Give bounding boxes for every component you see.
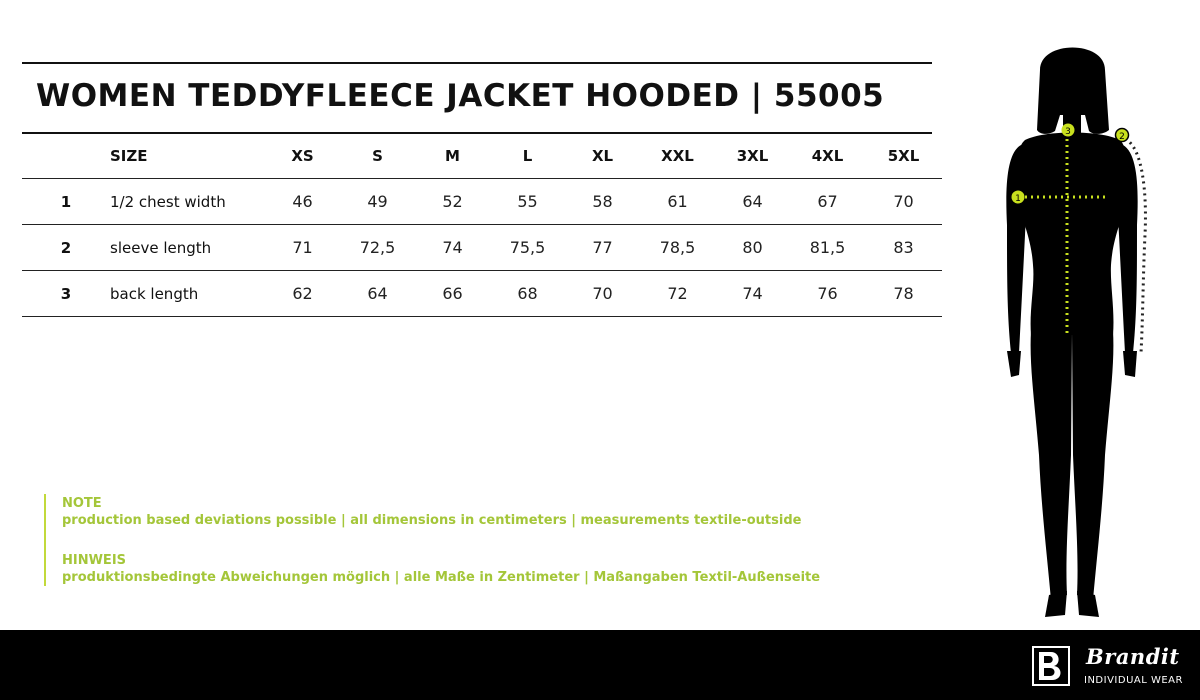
table-body [22, 133, 942, 317]
table-cell: 46 [292, 192, 313, 211]
size-column-header: M [445, 146, 460, 165]
table-cell: 64 [367, 284, 388, 303]
top-rule [22, 62, 932, 64]
table-cell: 66 [442, 284, 463, 303]
table-cell: 70 [592, 284, 613, 303]
table-cell: 55 [517, 192, 538, 211]
size-column-header: S [372, 146, 383, 165]
table-cell: 74 [442, 238, 463, 257]
row-label: 1/2 chest width [110, 192, 226, 211]
table-header-row [22, 133, 942, 179]
row-number: 3 [60, 284, 72, 303]
table-cell: 71 [292, 238, 313, 257]
table-cell: 58 [592, 192, 613, 211]
table-cell: 68 [517, 284, 538, 303]
body-measurement-figure [985, 35, 1175, 625]
size-column-header: XXL [661, 146, 694, 165]
note-text: production based deviations possible | all dimensions in centimeters | measurements textile-outside [62, 513, 802, 528]
table-cell: 77 [592, 238, 613, 257]
size-column-header: 4XL [811, 146, 844, 165]
table-row [22, 225, 942, 271]
row-label: sleeve length [110, 238, 212, 257]
table-cell: 78,5 [659, 238, 696, 257]
hinweis-heading: HINWEIS [62, 553, 127, 568]
size-table [22, 133, 942, 317]
table-cell: 75,5 [509, 238, 546, 257]
marker-1-label: 1 [1015, 194, 1021, 204]
table-cell: 70 [893, 192, 914, 211]
table-cell: 72 [667, 284, 688, 303]
table-cell: 52 [442, 192, 463, 211]
table-cell: 64 [742, 192, 763, 211]
table-cell: 81,5 [809, 238, 846, 257]
table-cell: 72,5 [359, 238, 396, 257]
row-number: 1 [60, 192, 72, 211]
size-column-header: XL [591, 146, 614, 165]
marker-2-label: 2 [1119, 132, 1125, 142]
table-cell: 67 [817, 192, 838, 211]
hinweis-section [44, 553, 820, 586]
table-cell: 83 [893, 238, 914, 257]
row-label: back length [110, 284, 199, 303]
hinweis-text: produktionsbedingte Abweichungen möglich | alle Maße in Zentimeter | Maßangaben Textil-Außenseite [62, 570, 821, 585]
brandit-b-logo-icon [1032, 646, 1070, 686]
size-column-header: XS [291, 146, 314, 165]
note-section [44, 496, 801, 529]
row-number: 2 [60, 238, 72, 257]
footer-bar [0, 630, 1200, 700]
table-cell: 62 [292, 284, 313, 303]
brand-tagline: INDIVIDUAL WEAR [1084, 675, 1183, 686]
note-heading: NOTE [62, 496, 102, 511]
table-cell: 49 [367, 192, 388, 211]
table-row [22, 271, 942, 317]
table-cell: 80 [742, 238, 763, 257]
table-cell: 76 [817, 284, 838, 303]
size-column-header: 5XL [887, 146, 920, 165]
size-column-header: 3XL [736, 146, 769, 165]
table-cell: 61 [667, 192, 688, 211]
table-cell: 78 [893, 284, 914, 303]
size-header: SIZE [110, 146, 148, 165]
size-column-header: L [522, 146, 533, 165]
page-title: WOMEN TEDDYFLEECE JACKET HOODED | 55005 [36, 78, 885, 114]
table-row [22, 179, 942, 225]
brand-name: Brandit [1086, 644, 1180, 669]
header-empty [22, 133, 110, 179]
marker-3-label: 3 [1065, 127, 1071, 137]
table-cell: 74 [742, 284, 763, 303]
